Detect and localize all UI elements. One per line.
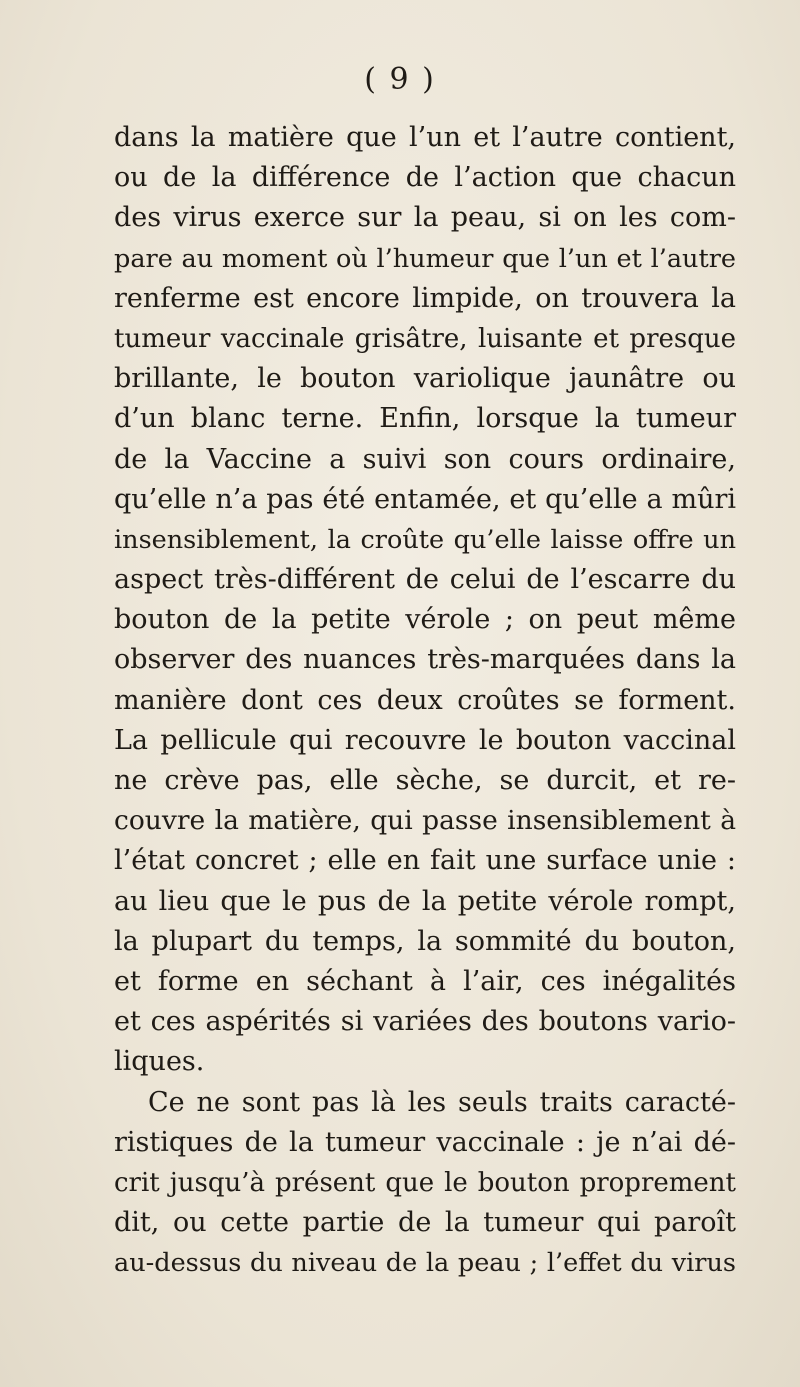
text-line: aspect très-différent de celui de l’escarre du	[114, 564, 736, 596]
text-line: d’un blanc terne. Enfin, lorsque la tumeur	[114, 403, 736, 435]
text-line: bouton de la petite vérole ; on peut même	[114, 604, 736, 636]
text-line: au-dessus du niveau de la peau ; l’effet du virus	[114, 1248, 736, 1279]
text-line: ristiques de la tumeur vaccinale : je n’ai dé-	[114, 1126, 736, 1158]
text-line: l’état concret ; elle en fait une surface unie :	[114, 845, 736, 877]
text-line: Ce ne sont pas là les seuls traits caracté-	[148, 1086, 736, 1118]
page-number: ( 9 )	[364, 62, 436, 97]
text-line: crit jusqu’à présent que le bouton proprement	[114, 1167, 736, 1198]
body-text	[114, 118, 736, 1283]
text-line: qu’elle n’a pas été entamée, et qu’elle a mûri	[114, 483, 736, 515]
text-line: des virus exerce sur la peau, si on les com-	[114, 202, 736, 234]
text-line: renferme est encore limpide, on trouvera la	[114, 282, 736, 314]
text-line: insensiblement, la croûte qu’elle laisse offre un	[114, 524, 736, 555]
text-line: pare au moment où l’humeur que l’un et l’autre	[114, 243, 736, 274]
text-line: liques.	[114, 1046, 205, 1078]
text-line: manière dont ces deux croûtes se forment.	[114, 684, 736, 716]
text-line: ou de la différence de l’action que chacun	[114, 162, 736, 194]
text-line: couvre la matière, qui passe insensiblement à	[114, 805, 736, 837]
text-line: tumeur vaccinale grisâtre, luisante et presque	[114, 323, 736, 354]
text-line: ne crève pas, elle sèche, se durcit, et re-	[114, 765, 736, 796]
text-line: dans la matière que l’un et l’autre contient,	[114, 122, 736, 153]
text-line: dit, ou cette partie de la tumeur qui paroît	[114, 1207, 736, 1239]
text-line: la plupart du temps, la sommité du bouton,	[114, 925, 736, 957]
text-line: brillante, le bouton variolique jaunâtre ou	[114, 363, 736, 395]
text-line: observer des nuances très-marquées dans la	[114, 644, 736, 676]
text-line: La pellicule qui recouvre le bouton vaccinal	[114, 724, 736, 756]
text-line: de la Vaccine a suivi son cours ordinaire,	[114, 443, 736, 475]
text-line: et forme en séchant à l’air, ces inégalités	[114, 965, 736, 997]
text-line: et ces aspérités si variées des boutons vario-	[114, 1006, 736, 1038]
text-line: au lieu que le pus de la petite vérole rompt,	[114, 885, 736, 917]
